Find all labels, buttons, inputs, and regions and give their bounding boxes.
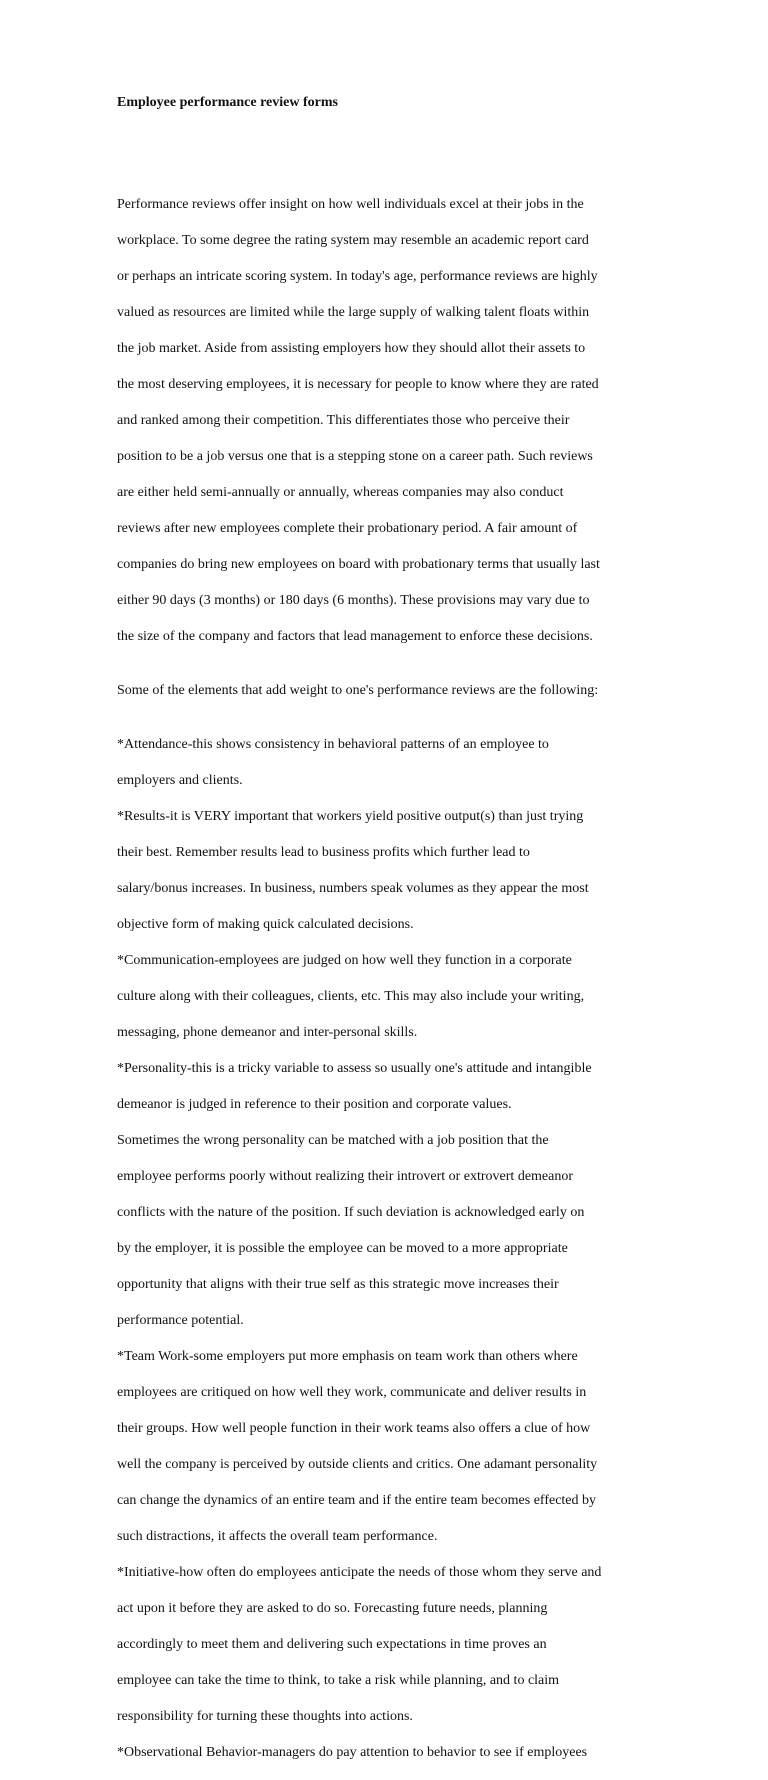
list-line: messaging, phone demeanor and inter-personal skills. xyxy=(117,1025,418,1040)
elements-list xyxy=(117,718,662,1780)
intro-line: the most deserving employees, it is necessary for people to know where they are rated xyxy=(117,377,599,392)
list-line: act upon it before they are asked to do so. Forecasting future needs, planning xyxy=(117,1601,548,1616)
intro-line: position to be a job versus one that is a stepping stone on a career path. Such reviews xyxy=(117,449,593,464)
document-body xyxy=(117,94,662,1780)
list-line: objective form of making quick calculated decisions. xyxy=(117,917,414,932)
list-line: such distractions, it affects the overall team performance. xyxy=(117,1529,438,1544)
intro-line: companies do bring new employees on board with probationary terms that usually last xyxy=(117,557,600,572)
list-line: their best. Remember results lead to business profits which further lead to xyxy=(117,845,530,860)
list-line: *Initiative-how often do employees anticipate the needs of those whom they serve and xyxy=(117,1565,602,1580)
intro-line: the job market. Aside from assisting employers how they should allot their assets to xyxy=(117,341,586,356)
document-title: Employee performance review forms xyxy=(117,95,338,110)
elements-intro-paragraph: Some of the elements that add weight to one's performance reviews are the following: xyxy=(117,683,599,698)
intro-line: either 90 days (3 months) or 180 days (6 months). These provisions may vary due to xyxy=(117,593,590,608)
intro-line: valued as resources are limited while the large supply of walking talent floats within xyxy=(117,305,590,320)
list-line: *Communication-employees are judged on how well they function in a corporate xyxy=(117,953,572,968)
list-line: can change the dynamics of an entire team and if the entire team becomes effected by xyxy=(117,1493,597,1508)
list-line: their groups. How well people function in their work teams also offers a clue of how xyxy=(117,1421,591,1436)
list-line: employee can take the time to think, to take a risk while planning, and to claim xyxy=(117,1673,560,1688)
list-line: responsibility for turning these thoughts into actions. xyxy=(117,1709,413,1724)
list-line: employee performs poorly without realizing their introvert or extrovert demeanor xyxy=(117,1169,574,1184)
list-line: opportunity that aligns with their true self as this strategic move increases their xyxy=(117,1277,559,1292)
list-line: *Personality-this is a tricky variable to assess so usually one's attitude and intangible xyxy=(117,1061,592,1076)
intro-line: workplace. To some degree the rating system may resemble an academic report card xyxy=(117,233,589,248)
list-line: accordingly to meet them and delivering such expectations in time proves an xyxy=(117,1637,547,1652)
list-line: demeanor is judged in reference to their position and corporate values. xyxy=(117,1097,512,1112)
intro-line: Performance reviews offer insight on how well individuals excel at their jobs in the xyxy=(117,197,584,212)
list-line: employees are critiqued on how well they work, communicate and deliver results in xyxy=(117,1385,587,1400)
list-line: salary/bonus increases. In business, numbers speak volumes as they appear the most xyxy=(117,881,589,896)
intro-line: are either held semi-annually or annually, whereas companies may also conduct xyxy=(117,485,564,500)
list-line: Sometimes the wrong personality can be matched with a job position that the xyxy=(117,1133,549,1148)
list-line: conflicts with the nature of the position. If such deviation is acknowledged early on xyxy=(117,1205,585,1220)
intro-paragraph xyxy=(117,178,662,664)
list-line: performance potential. xyxy=(117,1313,244,1328)
list-line: *Results-it is VERY important that workers yield positive output(s) than just trying xyxy=(117,809,584,824)
intro-line: or perhaps an intricate scoring system. In today's age, performance reviews are highly xyxy=(117,269,598,284)
intro-line: and ranked among their competition. This differentiates those who perceive their xyxy=(117,413,570,428)
intro-line: the size of the company and factors that lead management to enforce these decisions. xyxy=(117,629,593,644)
intro-line: reviews after new employees complete their probationary period. A fair amount of xyxy=(117,521,578,536)
list-line: *Team Work-some employers put more emphasis on team work than others where xyxy=(117,1349,578,1364)
list-line: culture along with their colleagues, clients, etc. This may also include your writing, xyxy=(117,989,585,1004)
list-line: employers and clients. xyxy=(117,773,243,788)
list-line: well the company is perceived by outside clients and critics. One adamant personality xyxy=(117,1457,598,1472)
list-line: by the employer, it is possible the employee can be moved to a more appropriate xyxy=(117,1241,568,1256)
list-line: *Attendance-this shows consistency in behavioral patterns of an employee to xyxy=(117,737,549,752)
list-line: *Observational Behavior-managers do pay attention to behavior to see if employees xyxy=(117,1745,588,1760)
